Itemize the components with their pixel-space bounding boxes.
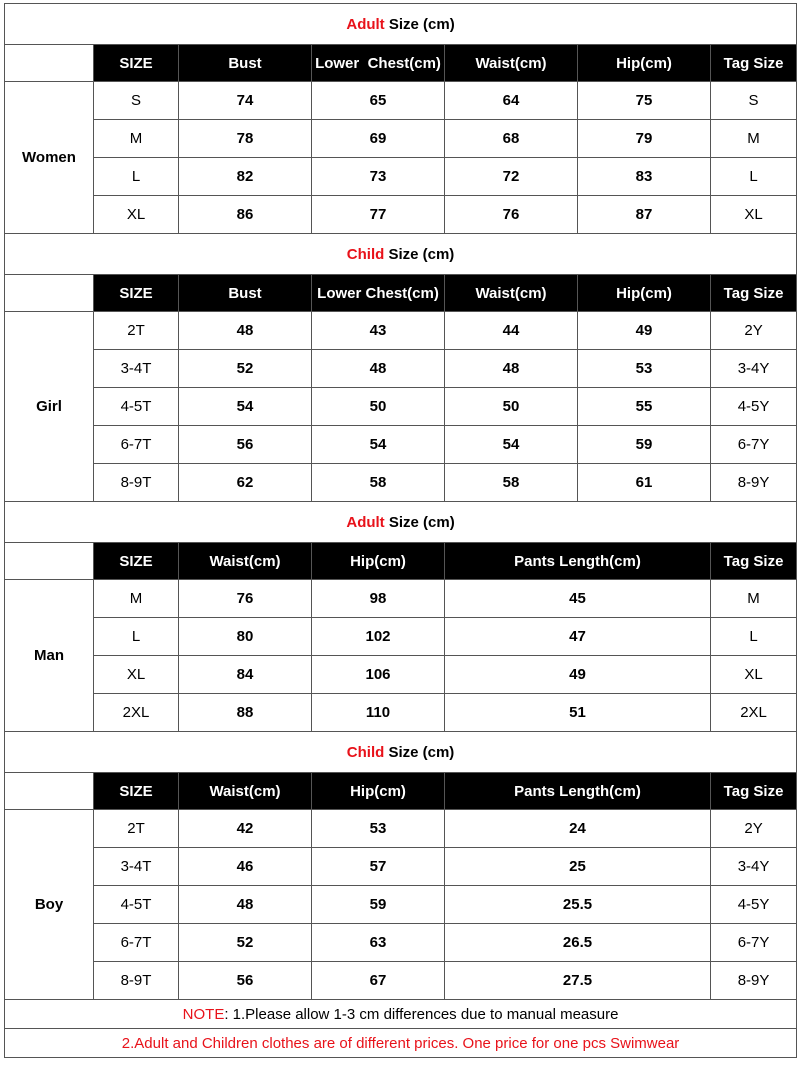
table-row xyxy=(5,580,797,618)
section-title-row xyxy=(5,502,797,543)
value-cell: 48 xyxy=(312,350,445,388)
table-row xyxy=(5,848,797,886)
section-title-rest: Size (cm) xyxy=(384,245,455,263)
column-header: Pants Length(cm) xyxy=(445,773,711,810)
value-cell: 57 xyxy=(312,848,445,886)
column-header: Bust xyxy=(179,275,312,312)
table-row xyxy=(5,82,797,120)
column-header: Lower Chest(cm) xyxy=(312,45,445,82)
section-title-accent: Adult xyxy=(346,15,385,33)
value-cell: 48 xyxy=(445,350,578,388)
value-cell: 84 xyxy=(179,656,312,694)
value-cell: 56 xyxy=(179,426,312,464)
section-title-row xyxy=(5,4,797,45)
note-label: NOTE xyxy=(182,1005,225,1023)
tag-size-cell: 2Y xyxy=(711,810,797,848)
group-label: Girl xyxy=(5,312,94,502)
column-header: Hip(cm) xyxy=(312,543,445,580)
value-cell: 74 xyxy=(179,82,312,120)
table-row xyxy=(5,886,797,924)
value-cell: 43 xyxy=(312,312,445,350)
size-cell: XL xyxy=(94,196,179,234)
value-cell: 76 xyxy=(179,580,312,618)
column-header: Tag Size xyxy=(711,275,797,312)
value-cell: 68 xyxy=(445,120,578,158)
value-cell: 59 xyxy=(312,886,445,924)
size-cell: 6-7T xyxy=(94,426,179,464)
value-cell: 54 xyxy=(445,426,578,464)
column-header: Waist(cm) xyxy=(445,275,578,312)
value-cell: 50 xyxy=(312,388,445,426)
table-row xyxy=(5,312,797,350)
tag-size-cell: S xyxy=(711,82,797,120)
tag-size-cell: 8-9Y xyxy=(711,962,797,1000)
value-cell: 64 xyxy=(445,82,578,120)
header-row xyxy=(5,275,797,312)
header-blank-cell xyxy=(5,543,94,580)
size-chart-table xyxy=(4,3,797,1058)
value-cell: 54 xyxy=(312,426,445,464)
size-cell: 3-4T xyxy=(94,848,179,886)
value-cell: 77 xyxy=(312,196,445,234)
value-cell: 44 xyxy=(445,312,578,350)
value-cell: 25 xyxy=(445,848,711,886)
size-cell: 2T xyxy=(94,312,179,350)
value-cell: 56 xyxy=(179,962,312,1000)
value-cell: 69 xyxy=(312,120,445,158)
section-title-accent: Adult xyxy=(346,513,385,531)
value-cell: 49 xyxy=(445,656,711,694)
value-cell: 46 xyxy=(179,848,312,886)
column-header: Hip(cm) xyxy=(312,773,445,810)
tag-size-cell: XL xyxy=(711,656,797,694)
tag-size-cell: M xyxy=(711,120,797,158)
size-cell: 3-4T xyxy=(94,350,179,388)
value-cell: 78 xyxy=(179,120,312,158)
value-cell: 48 xyxy=(179,312,312,350)
value-cell: 58 xyxy=(445,464,578,502)
header-blank-cell xyxy=(5,275,94,312)
value-cell: 75 xyxy=(578,82,711,120)
section-title-rest: Size (cm) xyxy=(384,15,455,33)
value-cell: 67 xyxy=(312,962,445,1000)
size-cell: 2XL xyxy=(94,694,179,732)
section-title xyxy=(5,234,797,275)
tag-size-cell: 2Y xyxy=(711,312,797,350)
table-row xyxy=(5,694,797,732)
table-row xyxy=(5,810,797,848)
note-line-2: 2.Adult and Children clothes are of different prices. One price for one pcs Swimwear xyxy=(5,1029,797,1058)
column-header: Waist(cm) xyxy=(179,543,312,580)
column-header: Waist(cm) xyxy=(445,45,578,82)
value-cell: 106 xyxy=(312,656,445,694)
tag-size-cell: XL xyxy=(711,196,797,234)
size-cell: L xyxy=(94,618,179,656)
header-blank-cell xyxy=(5,45,94,82)
tag-size-cell: 4-5Y xyxy=(711,388,797,426)
section-title xyxy=(5,4,797,45)
table-row xyxy=(5,350,797,388)
value-cell: 65 xyxy=(312,82,445,120)
value-cell: 79 xyxy=(578,120,711,158)
value-cell: 72 xyxy=(445,158,578,196)
column-header: Hip(cm) xyxy=(578,45,711,82)
value-cell: 80 xyxy=(179,618,312,656)
value-cell: 52 xyxy=(179,350,312,388)
group-label: Boy xyxy=(5,810,94,1000)
column-header: SIZE xyxy=(94,543,179,580)
group-label: Women xyxy=(5,82,94,234)
size-cell: 6-7T xyxy=(94,924,179,962)
table-row xyxy=(5,656,797,694)
column-header: Bust xyxy=(179,45,312,82)
size-cell: 8-9T xyxy=(94,962,179,1000)
table-row xyxy=(5,120,797,158)
value-cell: 50 xyxy=(445,388,578,426)
value-cell: 52 xyxy=(179,924,312,962)
tag-size-cell: M xyxy=(711,580,797,618)
tag-size-cell: 6-7Y xyxy=(711,924,797,962)
column-header: Tag Size xyxy=(711,773,797,810)
tag-size-cell: 3-4Y xyxy=(711,350,797,388)
column-header: Hip(cm) xyxy=(578,275,711,312)
value-cell: 83 xyxy=(578,158,711,196)
value-cell: 53 xyxy=(312,810,445,848)
column-header: Tag Size xyxy=(711,543,797,580)
header-blank-cell xyxy=(5,773,94,810)
value-cell: 87 xyxy=(578,196,711,234)
value-cell: 110 xyxy=(312,694,445,732)
table-row xyxy=(5,196,797,234)
tag-size-cell: 4-5Y xyxy=(711,886,797,924)
value-cell: 55 xyxy=(578,388,711,426)
section-title-rest: Size (cm) xyxy=(384,743,455,761)
value-cell: 25.5 xyxy=(445,886,711,924)
column-header: Pants Length(cm) xyxy=(445,543,711,580)
value-cell: 76 xyxy=(445,196,578,234)
value-cell: 51 xyxy=(445,694,711,732)
value-cell: 53 xyxy=(578,350,711,388)
tag-size-cell: L xyxy=(711,618,797,656)
tag-size-cell: 8-9Y xyxy=(711,464,797,502)
section-title-row xyxy=(5,234,797,275)
value-cell: 27.5 xyxy=(445,962,711,1000)
value-cell: 86 xyxy=(179,196,312,234)
value-cell: 62 xyxy=(179,464,312,502)
note-row xyxy=(5,1000,797,1029)
column-header: SIZE xyxy=(94,45,179,82)
column-header: Waist(cm) xyxy=(179,773,312,810)
tag-size-cell: 2XL xyxy=(711,694,797,732)
value-cell: 59 xyxy=(578,426,711,464)
size-cell: 4-5T xyxy=(94,388,179,426)
section-title-accent: Child xyxy=(346,245,385,263)
note-line-1 xyxy=(5,1000,797,1029)
section-title xyxy=(5,502,797,543)
value-cell: 42 xyxy=(179,810,312,848)
value-cell: 102 xyxy=(312,618,445,656)
section-title-rest: Size (cm) xyxy=(384,513,455,531)
table-row xyxy=(5,158,797,196)
value-cell: 98 xyxy=(312,580,445,618)
tag-size-cell: 3-4Y xyxy=(711,848,797,886)
group-label: Man xyxy=(5,580,94,732)
value-cell: 45 xyxy=(445,580,711,618)
column-header: Tag Size xyxy=(711,45,797,82)
table-row xyxy=(5,464,797,502)
header-row xyxy=(5,543,797,580)
value-cell: 73 xyxy=(312,158,445,196)
size-cell: M xyxy=(94,580,179,618)
column-header: Lower Chest(cm) xyxy=(312,275,445,312)
value-cell: 54 xyxy=(179,388,312,426)
section-title-accent: Child xyxy=(346,743,385,761)
table-row xyxy=(5,962,797,1000)
tag-size-cell: L xyxy=(711,158,797,196)
column-header: SIZE xyxy=(94,773,179,810)
value-cell: 88 xyxy=(179,694,312,732)
value-cell: 82 xyxy=(179,158,312,196)
size-cell: XL xyxy=(94,656,179,694)
size-cell: 2T xyxy=(94,810,179,848)
size-cell: 4-5T xyxy=(94,886,179,924)
value-cell: 24 xyxy=(445,810,711,848)
header-row xyxy=(5,45,797,82)
note-row xyxy=(5,1029,797,1058)
value-cell: 49 xyxy=(578,312,711,350)
value-cell: 48 xyxy=(179,886,312,924)
size-cell: 8-9T xyxy=(94,464,179,502)
header-row xyxy=(5,773,797,810)
section-title xyxy=(5,732,797,773)
column-header: SIZE xyxy=(94,275,179,312)
size-cell: S xyxy=(94,82,179,120)
section-title-row xyxy=(5,732,797,773)
value-cell: 47 xyxy=(445,618,711,656)
size-cell: M xyxy=(94,120,179,158)
value-cell: 26.5 xyxy=(445,924,711,962)
table-row xyxy=(5,618,797,656)
value-cell: 63 xyxy=(312,924,445,962)
table-row xyxy=(5,426,797,464)
value-cell: 58 xyxy=(312,464,445,502)
table-row xyxy=(5,924,797,962)
note-text-1: : 1.Please allow 1-3 cm differences due to manual measure xyxy=(224,1005,619,1023)
value-cell: 61 xyxy=(578,464,711,502)
tag-size-cell: 6-7Y xyxy=(711,426,797,464)
size-cell: L xyxy=(94,158,179,196)
table-row xyxy=(5,388,797,426)
